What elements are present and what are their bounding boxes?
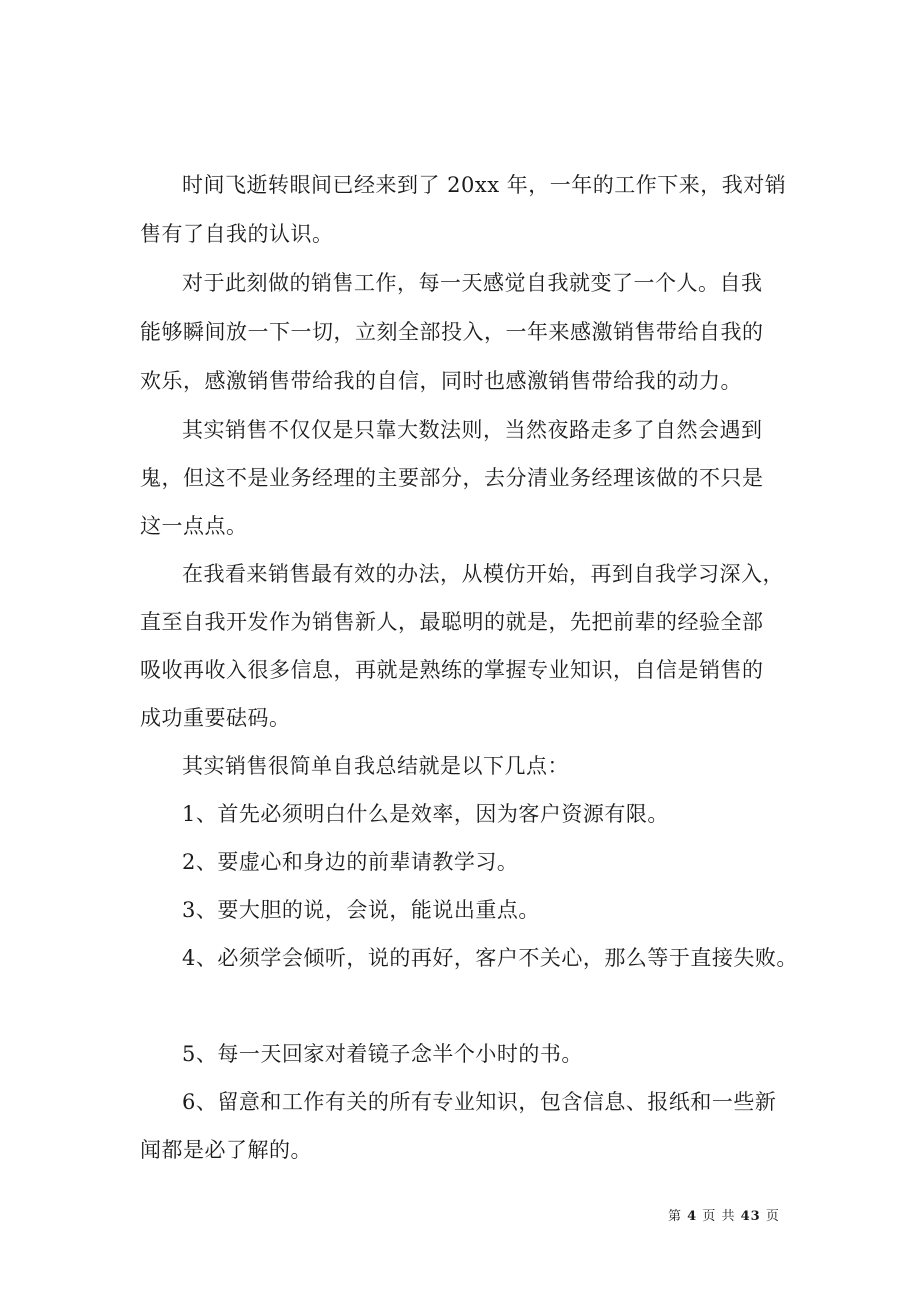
list-item: 2、要虚心和身边的前辈请教学习。 [182,850,519,874]
footer-middle: 页 共 [702,1209,736,1224]
list-item: 4、必须学会倾听，说的再好，客户不关心，那么等于直接失败。 [182,946,798,970]
paragraph-line: 这一点点。 [140,514,248,538]
footer-suffix: 页 [765,1209,780,1224]
list-item-continuation: 闻都是必了解的。 [140,1138,312,1162]
paragraph-line: 在我看来销售最有效的办法，从模仿开始，再到自我学习深入， [182,562,784,586]
footer-page-number: 4 [687,1209,698,1224]
list-item: 1、首先必须明白什么是效率，因为客户资源有限。 [182,802,669,826]
paragraph-line: 对于此刻做的销售工作，每一天感觉自我就变了一个人。自我 [182,271,763,295]
footer-total-pages: 43 [740,1209,761,1224]
list-item: 3、要大胆的说，会说，能说出重点。 [182,898,540,922]
paragraph-line: 能够瞬间放一下一切，立刻全部投入，一年来感激销售带给自我的 [140,320,764,344]
list-item: 6、留意和工作有关的所有专业知识，包含信息、报纸和一些新 [182,1090,777,1114]
footer-prefix: 第 [668,1209,683,1224]
paragraph-line: 欢乐，感激销售带给我的自信，同时也感激销售带给我的动力。 [140,369,742,393]
paragraph-line: 鬼，但这不是业务经理的主要部分，去分清业务经理该做的不只是 [140,466,764,490]
page-footer [668,1208,780,1226]
paragraph-line: 其实销售很简单自我总结就是以下几点： [182,754,569,778]
paragraph-line: 成功重要砝码。 [140,706,291,730]
paragraph-line: 直至自我开发作为销售新人，最聪明的就是，先把前辈的经验全部 [140,610,764,634]
list-item: 5、每一天回家对着镜子念半个小时的书。 [182,1042,583,1066]
paragraph-line: 吸收再收入很多信息，再就是熟练的掌握专业知识，自信是销售的 [140,658,764,682]
paragraph-line: 时间飞逝转眼间已经来到了 20xx 年，一年的工作下来，我对销 [182,173,787,197]
paragraph-line: 售有了自我的认识。 [140,222,334,246]
paragraph-line: 其实销售不仅仅是只靠大数法则，当然夜路走多了自然会遇到 [182,418,763,442]
